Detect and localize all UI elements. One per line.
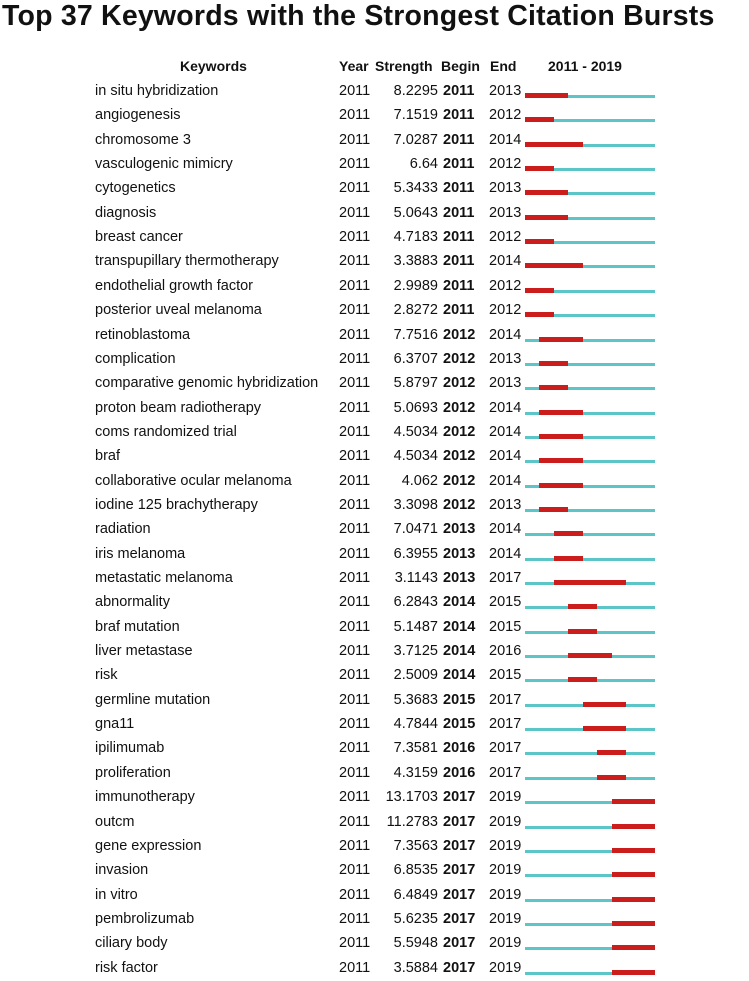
keyword-cell: endothelial growth factor: [95, 277, 253, 294]
end-cell: 2014: [489, 545, 522, 562]
strength-cell: 4.062: [401, 472, 438, 489]
end-cell: 2019: [489, 837, 522, 854]
year-cell: 2011: [339, 959, 371, 976]
begin-cell: 2017: [443, 959, 476, 976]
keyword-cell: abnormality: [95, 594, 170, 611]
header-end: End: [490, 58, 517, 74]
year-cell: 2011: [339, 521, 371, 538]
strength-cell: 7.3563: [393, 837, 438, 854]
timeline-line: [525, 777, 655, 780]
burst-bar: [597, 775, 626, 780]
strength-cell: 4.5034: [393, 423, 438, 440]
burst-bar: [539, 410, 582, 415]
end-cell: 2012: [489, 277, 522, 294]
keyword-cell: comparative genomic hybridization: [95, 375, 319, 392]
table-row: [0, 470, 749, 494]
strength-cell: 5.3683: [393, 691, 438, 708]
keyword-cell: gna11: [95, 716, 135, 733]
end-cell: 2014: [489, 448, 522, 465]
burst-bar: [612, 945, 655, 950]
burst-bar: [554, 531, 583, 536]
header-strength: Strength: [375, 58, 433, 74]
end-cell: 2013: [489, 350, 522, 367]
keyword-cell: diagnosis: [95, 204, 157, 221]
end-cell: 2019: [489, 935, 522, 952]
begin-cell: 2012: [443, 423, 476, 440]
end-cell: 2019: [489, 789, 522, 806]
year-cell: 2011: [339, 448, 371, 465]
strength-cell: 5.6235: [393, 910, 438, 927]
strength-cell: 7.3581: [393, 740, 438, 757]
strength-cell: 4.7844: [393, 716, 438, 733]
year-cell: 2011: [339, 716, 371, 733]
header-keywords: Keywords: [180, 58, 247, 74]
begin-cell: 2012: [443, 326, 476, 343]
year-cell: 2011: [339, 131, 371, 148]
year-cell: 2011: [339, 837, 371, 854]
year-cell: 2011: [339, 350, 371, 367]
burst-bar: [583, 702, 626, 707]
year-cell: 2011: [339, 813, 371, 830]
burst-bar: [568, 677, 597, 682]
table-row: [0, 518, 749, 542]
header-range: 2011 - 2019: [548, 58, 622, 74]
burst-bar: [525, 93, 568, 98]
table-row: [0, 397, 749, 421]
year-cell: 2011: [339, 423, 371, 440]
burst-bar: [612, 970, 655, 975]
end-cell: 2014: [489, 326, 522, 343]
keyword-cell: vasculogenic mimicry: [95, 156, 233, 173]
table-row: [0, 153, 749, 177]
keyword-cell: immunotherapy: [95, 789, 195, 806]
burst-bar: [597, 750, 626, 755]
year-cell: 2011: [339, 862, 371, 879]
year-cell: 2011: [339, 570, 371, 586]
begin-cell: 2011: [443, 107, 475, 124]
begin-cell: 2014: [443, 594, 476, 611]
burst-bar: [525, 263, 583, 268]
strength-cell: 3.3098: [393, 496, 438, 513]
end-cell: 2014: [489, 399, 522, 416]
end-cell: 2012: [489, 156, 522, 173]
begin-cell: 2011: [443, 83, 475, 99]
begin-cell: 2017: [443, 886, 476, 903]
keyword-cell: braf mutation: [95, 618, 180, 635]
burst-bar: [525, 190, 568, 195]
table-row: [0, 80, 749, 104]
table-row: [0, 932, 749, 956]
keyword-cell: gene expression: [95, 837, 202, 854]
strength-cell: 3.5884: [393, 959, 438, 976]
burst-bar: [568, 653, 611, 658]
table-row: [0, 567, 749, 591]
year-cell: 2011: [339, 399, 371, 416]
burst-bar: [525, 142, 583, 147]
end-cell: 2012: [489, 107, 522, 124]
strength-cell: 7.1519: [393, 107, 438, 124]
header-begin: Begin: [441, 58, 480, 74]
end-cell: 2012: [489, 229, 522, 246]
table-row: [0, 421, 749, 445]
year-cell: 2011: [339, 204, 371, 221]
table-row: [0, 129, 749, 153]
keyword-cell: in vitro: [95, 886, 138, 903]
table-row: [0, 908, 749, 932]
keyword-cell: outcm: [95, 813, 135, 830]
keyword-cell: braf: [95, 448, 120, 465]
begin-cell: 2014: [443, 618, 476, 635]
timeline-line: [525, 533, 655, 536]
strength-cell: 6.64: [409, 156, 438, 173]
end-cell: 2014: [489, 131, 522, 148]
begin-cell: 2013: [443, 521, 476, 538]
burst-bar: [554, 580, 626, 585]
keyword-cell: proliferation: [95, 764, 171, 781]
strength-cell: 13.1703: [385, 789, 438, 806]
table-row: [0, 786, 749, 810]
strength-cell: 2.9989: [393, 277, 438, 294]
keyword-cell: proton beam radiotherapy: [95, 399, 262, 416]
burst-bar: [539, 361, 568, 366]
year-cell: 2011: [339, 180, 371, 197]
keyword-cell: retinoblastoma: [95, 326, 191, 343]
end-cell: 2013: [489, 180, 522, 197]
begin-cell: 2016: [443, 764, 476, 781]
table-row: [0, 689, 749, 713]
year-cell: 2011: [339, 618, 371, 635]
strength-cell: 4.5034: [393, 448, 438, 465]
chart-title: Top 37 Keywords with the Strongest Citation Bursts: [2, 0, 715, 32]
strength-cell: 5.8797: [393, 375, 438, 392]
keyword-cell: germline mutation: [95, 691, 211, 708]
keyword-cell: risk factor: [95, 959, 158, 976]
keyword-cell: iris melanoma: [95, 545, 186, 562]
burst-bar: [612, 848, 655, 853]
end-cell: 2015: [489, 667, 522, 684]
year-cell: 2011: [339, 691, 371, 708]
header-year: Year: [339, 58, 369, 74]
year-cell: 2011: [339, 789, 371, 806]
strength-cell: 6.2843: [393, 594, 438, 611]
table-row: [0, 348, 749, 372]
begin-cell: 2012: [443, 448, 476, 465]
end-cell: 2015: [489, 594, 522, 611]
strength-cell: 6.3707: [393, 350, 438, 367]
table-row: [0, 445, 749, 469]
keyword-cell: pembrolizumab: [95, 910, 195, 927]
table-row: [0, 299, 749, 323]
burst-bar: [525, 215, 568, 220]
keyword-cell: iodine 125 brachytherapy: [95, 496, 258, 513]
end-cell: 2017: [489, 764, 522, 781]
strength-cell: 7.0471: [393, 521, 438, 538]
keyword-cell: risk: [95, 667, 118, 684]
year-cell: 2011: [339, 107, 371, 124]
table-row: [0, 616, 749, 640]
end-cell: 2015: [489, 618, 522, 635]
begin-cell: 2012: [443, 350, 476, 367]
strength-cell: 3.3883: [393, 253, 438, 270]
year-cell: 2011: [339, 910, 371, 927]
keyword-cell: liver metastase: [95, 643, 193, 660]
begin-cell: 2014: [443, 667, 476, 684]
end-cell: 2014: [489, 472, 522, 489]
timeline-line: [525, 558, 655, 561]
year-cell: 2011: [339, 935, 371, 952]
begin-cell: 2013: [443, 570, 476, 586]
burst-bar: [612, 921, 655, 926]
year-cell: 2011: [339, 545, 371, 562]
begin-cell: 2012: [443, 375, 476, 392]
burst-bar: [583, 726, 626, 731]
begin-cell: 2013: [443, 545, 476, 562]
table-row: [0, 640, 749, 664]
burst-bar: [612, 897, 655, 902]
strength-cell: 5.0693: [393, 399, 438, 416]
end-cell: 2017: [489, 691, 522, 708]
end-cell: 2019: [489, 886, 522, 903]
table-row: [0, 591, 749, 615]
burst-bar: [539, 337, 582, 342]
keyword-cell: collaborative ocular melanoma: [95, 472, 292, 489]
strength-cell: 6.8535: [393, 862, 438, 879]
begin-cell: 2017: [443, 910, 476, 927]
keyword-cell: metastatic melanoma: [95, 570, 233, 586]
keyword-cell: coms randomized trial: [95, 423, 237, 440]
end-cell: 2012: [489, 302, 522, 319]
burst-bar: [568, 604, 597, 609]
end-cell: 2014: [489, 423, 522, 440]
strength-cell: 2.5009: [393, 667, 438, 684]
burst-bar: [525, 117, 554, 122]
table-row: [0, 372, 749, 396]
strength-cell: 4.7183: [393, 229, 438, 246]
keyword-cell: cytogenetics: [95, 180, 176, 197]
begin-cell: 2011: [443, 180, 475, 197]
year-cell: 2011: [339, 83, 371, 99]
year-cell: 2011: [339, 156, 371, 173]
table-row: [0, 543, 749, 567]
keyword-cell: ipilimumab: [95, 740, 165, 757]
table-row: [0, 275, 749, 299]
end-cell: 2019: [489, 959, 522, 976]
end-cell: 2013: [489, 204, 522, 221]
year-cell: 2011: [339, 277, 371, 294]
year-cell: 2011: [339, 643, 371, 660]
strength-cell: 5.1487: [393, 618, 438, 635]
burst-bar: [525, 166, 554, 171]
table-row: [0, 664, 749, 688]
table-row: [0, 177, 749, 201]
burst-bar: [612, 872, 655, 877]
begin-cell: 2011: [443, 302, 475, 319]
strength-cell: 7.0287: [393, 131, 438, 148]
end-cell: 2014: [489, 253, 522, 270]
strength-cell: 2.8272: [393, 302, 438, 319]
year-cell: 2011: [339, 594, 371, 611]
begin-cell: 2012: [443, 496, 476, 513]
strength-cell: 8.2295: [393, 83, 438, 99]
end-cell: 2013: [489, 375, 522, 392]
strength-cell: 5.5948: [393, 935, 438, 952]
begin-cell: 2014: [443, 643, 476, 660]
timeline-line: [525, 752, 655, 755]
begin-cell: 2011: [443, 204, 475, 221]
burst-bar: [568, 629, 597, 634]
begin-cell: 2017: [443, 862, 476, 879]
burst-bar: [554, 556, 583, 561]
begin-cell: 2017: [443, 837, 476, 854]
end-cell: 2019: [489, 813, 522, 830]
begin-cell: 2017: [443, 789, 476, 806]
strength-cell: 5.0643: [393, 204, 438, 221]
begin-cell: 2017: [443, 813, 476, 830]
keyword-cell: angiogenesis: [95, 107, 181, 124]
year-cell: 2011: [339, 496, 371, 513]
year-cell: 2011: [339, 229, 371, 246]
strength-cell: 11.2783: [386, 813, 438, 830]
begin-cell: 2015: [443, 691, 476, 708]
table-row: [0, 713, 749, 737]
keyword-cell: chromosome 3: [95, 131, 191, 148]
strength-cell: 7.7516: [393, 326, 438, 343]
table-row: [0, 104, 749, 128]
year-cell: 2011: [339, 472, 371, 489]
begin-cell: 2016: [443, 740, 476, 757]
begin-cell: 2011: [443, 156, 475, 173]
table-row: [0, 202, 749, 226]
strength-cell: 6.3955: [393, 545, 438, 562]
table-row: [0, 957, 749, 981]
keyword-cell: in situ hybridization: [95, 83, 219, 99]
year-cell: 2011: [339, 326, 371, 343]
end-cell: 2013: [489, 83, 522, 99]
begin-cell: 2011: [443, 131, 475, 148]
year-cell: 2011: [339, 667, 371, 684]
burst-bar: [525, 239, 554, 244]
table-row: [0, 226, 749, 250]
table-row: [0, 324, 749, 348]
begin-cell: 2017: [443, 935, 476, 952]
strength-cell: 6.4849: [393, 886, 438, 903]
burst-bar: [539, 434, 582, 439]
end-cell: 2017: [489, 570, 522, 586]
begin-cell: 2012: [443, 472, 476, 489]
burst-bar: [539, 483, 582, 488]
table-row: [0, 494, 749, 518]
keyword-cell: radiation: [95, 521, 151, 538]
keyword-cell: transpupillary thermotherapy: [95, 253, 279, 270]
begin-cell: 2015: [443, 716, 476, 733]
year-cell: 2011: [339, 302, 371, 319]
end-cell: 2019: [489, 862, 522, 879]
table-row: [0, 762, 749, 786]
end-cell: 2013: [489, 496, 522, 513]
table-row: [0, 250, 749, 274]
burst-bar: [612, 799, 655, 804]
end-cell: 2014: [489, 521, 522, 538]
burst-bar: [539, 507, 568, 512]
year-cell: 2011: [339, 253, 371, 270]
year-cell: 2011: [339, 375, 371, 392]
keyword-cell: posterior uveal melanoma: [95, 302, 262, 319]
strength-cell: 5.3433: [393, 180, 438, 197]
table-row: [0, 884, 749, 908]
end-cell: 2017: [489, 740, 522, 757]
begin-cell: 2011: [443, 277, 475, 294]
burst-bar: [539, 458, 582, 463]
strength-cell: 3.7125: [393, 643, 438, 660]
burst-bar: [525, 288, 554, 293]
keyword-cell: invasion: [95, 862, 149, 879]
end-cell: 2019: [489, 910, 522, 927]
strength-cell: 3.1143: [394, 570, 438, 586]
keyword-cell: complication: [95, 350, 176, 367]
keyword-cell: ciliary body: [95, 935, 168, 952]
table-row: [0, 859, 749, 883]
end-cell: 2017: [489, 716, 522, 733]
year-cell: 2011: [339, 740, 371, 757]
begin-cell: 2011: [443, 253, 475, 270]
table-row: [0, 835, 749, 859]
end-cell: 2016: [489, 643, 522, 660]
strength-cell: 4.3159: [393, 764, 438, 781]
begin-cell: 2011: [443, 229, 475, 246]
year-cell: 2011: [339, 764, 371, 781]
burst-bar: [612, 824, 655, 829]
keyword-cell: breast cancer: [95, 229, 183, 246]
burst-bar: [525, 312, 554, 317]
begin-cell: 2012: [443, 399, 476, 416]
year-cell: 2011: [339, 886, 371, 903]
table-row: [0, 737, 749, 761]
table-row: [0, 811, 749, 835]
burst-bar: [539, 385, 568, 390]
